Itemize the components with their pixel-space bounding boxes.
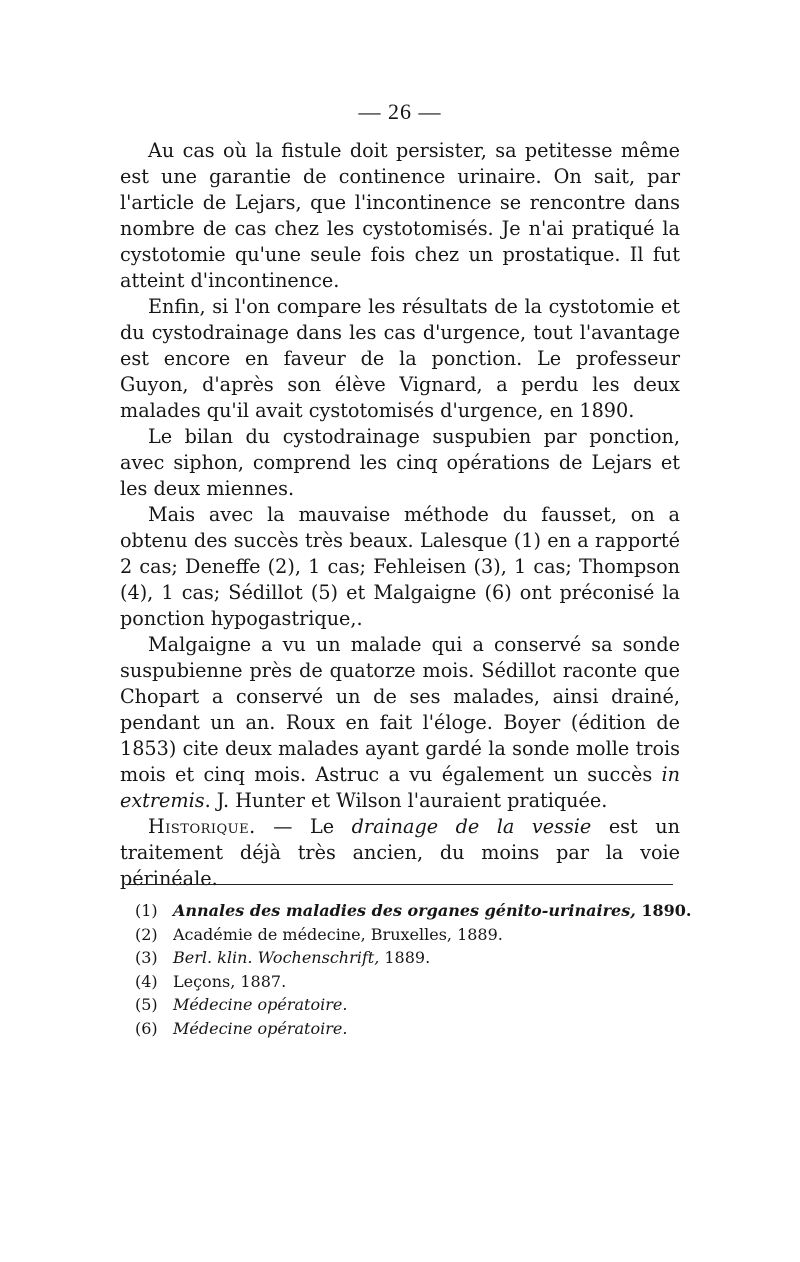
footnote-title: Médecine opératoire. [173, 1018, 348, 1038]
paragraph-5-italic: in extremis [120, 763, 680, 812]
footnote-number: (1) [135, 901, 158, 920]
footnotes [135, 899, 692, 1041]
paragraph-6-text: est un traitement déjà très ancien, du moins par la voie périnéale. [120, 815, 680, 890]
paragraph-3: Le bilan du cystodrainage suspubien par ponction, avec siphon, comprend les cinq opérations de Lejars et les deux miennes. [120, 425, 680, 500]
paragraph-4: Mais avec la mauvaise méthode du fausset, on a obtenu des succès très beaux. Lalesque (1) en a rapporté 2 cas; Deneffe (2), 1 cas; Fehleisen (3), 1 cas; Thompson (4), 1 cas; Sédillot (5) et Malgaigne (6) ont préconisé la ponction hypogastrique,. [120, 503, 680, 630]
paragraph-6 [120, 814, 680, 892]
body-text [120, 138, 680, 892]
paragraph-5-text: Malgaigne a vu un malade qui a conservé sa sonde suspubienne près de quatorze mois. Sédillot raconte que Chopart a conservé un de ses malades, ainsi drainé, pendant un an. Roux en fait l'éloge. Boyer (édition de 1853) cite deux malades ayant gardé la sonde molle trois mois et cinq mois. Astruc a vu également un succès [120, 633, 680, 786]
footnote-item [135, 946, 675, 970]
footnote-item [135, 1017, 675, 1041]
footnote-number: (5) [135, 995, 158, 1015]
footnote-item [135, 993, 675, 1017]
footnote-text: 1889. [379, 948, 431, 968]
footnote-text: Académie de médecine, Bruxelles, 1889. [173, 924, 503, 944]
footnote-item [135, 970, 675, 994]
footnote-number: (2) [135, 924, 158, 944]
footnote-number: (4) [135, 971, 158, 991]
paragraph-5-end: . J. Hunter et Wilson l'auraient pratiquée. [204, 789, 608, 812]
footnote-title: Annales des maladies des organes génito-urinaires, [173, 901, 636, 920]
footnote-number: (6) [135, 1018, 158, 1038]
paragraph-6-italic: drainage de la vessie [351, 815, 592, 838]
paragraph-6-dash: — Le [255, 815, 352, 838]
footnote-title: Berl. klin. Wochenschrift, [173, 948, 380, 968]
footnote-item [135, 899, 692, 923]
footnote-title: Médecine opératoire. [173, 995, 348, 1015]
footnote-divider [128, 884, 673, 885]
footnote-number: (3) [135, 948, 158, 968]
footnote-text: 1890. [635, 901, 692, 920]
paragraph-1: Au cas où la fistule doit persister, sa petitesse même est une garantie de continence urinaire. On sait, par l'article de Lejars, que l'incontinence se rencontre dans nombre de cas chez les cystotomisés. Je n'ai pratiqué la cystotomie qu'une seule fois chez un prostatique. Il fut atteint d'incontinence. [120, 139, 680, 292]
section-heading-historique: Historique. [148, 815, 256, 838]
paragraph-5 [120, 632, 680, 814]
footnote-text: Leçons, 1887. [173, 971, 287, 991]
paragraph-2: Enfin, si l'on compare les résultats de la cystotomie et du cystodrainage dans les cas d'urgence, tout l'avantage est encore en faveur de la ponction. Le professeur Guyon, d'après son élève Vignard, a perdu les deux malades qu'il avait cystotomisés d'urgence, en 1890. [120, 295, 680, 422]
page-number: — 26 — [358, 99, 442, 124]
footnote-item [135, 923, 675, 947]
